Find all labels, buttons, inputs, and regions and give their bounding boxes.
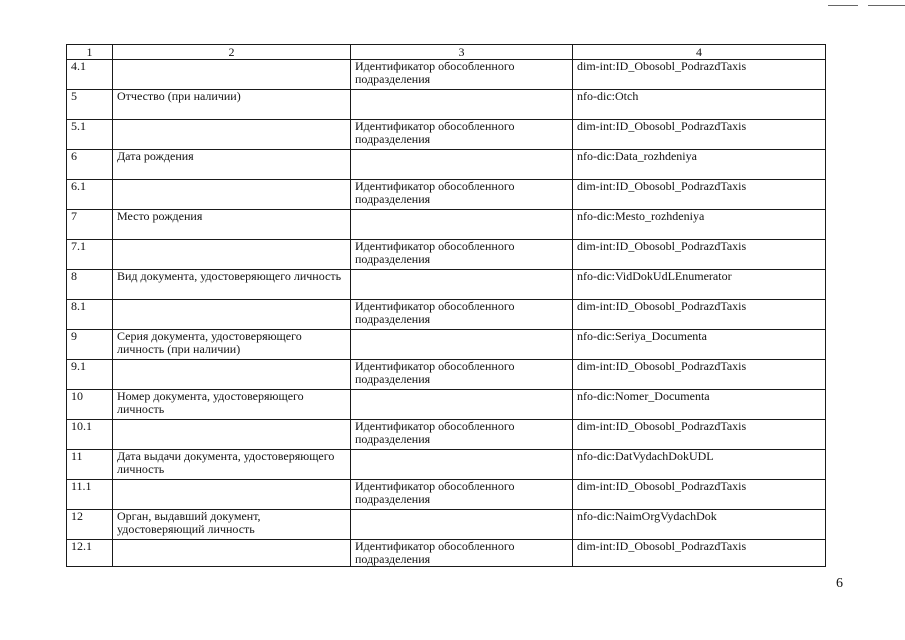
table-row xyxy=(67,390,826,420)
table-row xyxy=(67,90,826,120)
table-row xyxy=(67,150,826,180)
identifier-description: Идентификатор обособленного подразделения xyxy=(351,360,573,390)
identifier-description: Идентификатор обособленного подразделения xyxy=(351,480,573,510)
attribute-name: Вид документа, удостоверяющего личность xyxy=(113,270,351,300)
page-number: 6 xyxy=(836,576,843,591)
taxonomy-code: dim-int:ID_Obosobl_PodrazdTaxis xyxy=(573,300,826,330)
taxonomy-code: dim-int:ID_Obosobl_PodrazdTaxis xyxy=(573,120,826,150)
taxonomy-code: dim-int:ID_Obosobl_PodrazdTaxis xyxy=(573,420,826,450)
identifier-description xyxy=(351,510,573,540)
table-row xyxy=(67,270,826,300)
table-row xyxy=(67,420,826,450)
taxonomy-code: dim-int:ID_Obosobl_PodrazdTaxis xyxy=(573,180,826,210)
table-row xyxy=(67,60,826,90)
taxonomy-code: dim-int:ID_Obosobl_PodrazdTaxis xyxy=(573,480,826,510)
row-number: 12 xyxy=(67,510,113,540)
table-row xyxy=(67,120,826,150)
row-number: 7 xyxy=(67,210,113,240)
attributes-table xyxy=(66,44,826,567)
column-header: 3 xyxy=(351,45,573,60)
row-number: 6.1 xyxy=(67,180,113,210)
table-row xyxy=(67,210,826,240)
taxonomy-code: nfo-dic:Seriya_Documenta xyxy=(573,330,826,360)
identifier-description xyxy=(351,150,573,180)
table-body xyxy=(67,60,826,567)
taxonomy-code: nfo-dic:DatVydachDokUDL xyxy=(573,450,826,480)
taxonomy-code: nfo-dic:Mesto_rozhdeniya xyxy=(573,210,826,240)
row-number: 10 xyxy=(67,390,113,420)
attribute-name: Отчество (при наличии) xyxy=(113,90,351,120)
attribute-name xyxy=(113,420,351,450)
identifier-description: Идентификатор обособленного подразделения xyxy=(351,420,573,450)
row-number: 9.1 xyxy=(67,360,113,390)
attribute-name: Номер документа, удостоверяющего личность xyxy=(113,390,351,420)
row-number: 12.1 xyxy=(67,540,113,567)
row-number: 5.1 xyxy=(67,120,113,150)
attribute-name xyxy=(113,240,351,270)
attribute-name xyxy=(113,60,351,90)
table-row xyxy=(67,540,826,567)
taxonomy-code: nfo-dic:VidDokUdLEnumerator xyxy=(573,270,826,300)
attribute-name: Дата рождения xyxy=(113,150,351,180)
table-row xyxy=(67,480,826,510)
taxonomy-code: dim-int:ID_Obosobl_PodrazdTaxis xyxy=(573,360,826,390)
row-number: 11 xyxy=(67,450,113,480)
attribute-name xyxy=(113,480,351,510)
attribute-name xyxy=(113,180,351,210)
table-header-row xyxy=(67,45,826,60)
identifier-description xyxy=(351,390,573,420)
attribute-name: Орган, выдавший документ, удостоверяющий личность xyxy=(113,510,351,540)
row-number: 4.1 xyxy=(67,60,113,90)
row-number: 9 xyxy=(67,330,113,360)
row-number: 11.1 xyxy=(67,480,113,510)
identifier-description: Идентификатор обособленного подразделения xyxy=(351,240,573,270)
identifier-description xyxy=(351,210,573,240)
identifier-description xyxy=(351,450,573,480)
row-number: 8 xyxy=(67,270,113,300)
column-header: 2 xyxy=(113,45,351,60)
attribute-name xyxy=(113,540,351,567)
taxonomy-code: dim-int:ID_Obosobl_PodrazdTaxis xyxy=(573,60,826,90)
table-row xyxy=(67,180,826,210)
table-row xyxy=(67,240,826,270)
taxonomy-code: nfo-dic:NaimOrgVydachDok xyxy=(573,510,826,540)
scan-artifact-line xyxy=(828,5,858,6)
taxonomy-code: dim-int:ID_Obosobl_PodrazdTaxis xyxy=(573,240,826,270)
table-row xyxy=(67,300,826,330)
identifier-description: Идентификатор обособленного подразделения xyxy=(351,540,573,567)
attribute-name: Дата выдачи документа, удостоверяющего личность xyxy=(113,450,351,480)
table-row xyxy=(67,330,826,360)
attribute-name: Серия документа, удостоверяющего личность (при наличии) xyxy=(113,330,351,360)
row-number: 7.1 xyxy=(67,240,113,270)
taxonomy-code: dim-int:ID_Obosobl_PodrazdTaxis xyxy=(573,540,826,567)
row-number: 5 xyxy=(67,90,113,120)
table-row xyxy=(67,510,826,540)
table-row xyxy=(67,360,826,390)
column-header: 1 xyxy=(67,45,113,60)
identifier-description xyxy=(351,330,573,360)
identifier-description: Идентификатор обособленного подразделения xyxy=(351,180,573,210)
identifier-description: Идентификатор обособленного подразделения xyxy=(351,300,573,330)
taxonomy-code: nfo-dic:Otch xyxy=(573,90,826,120)
identifier-description xyxy=(351,270,573,300)
attribute-name xyxy=(113,120,351,150)
row-number: 8.1 xyxy=(67,300,113,330)
taxonomy-code: nfo-dic:Data_rozhdeniya xyxy=(573,150,826,180)
identifier-description: Идентификатор обособленного подразделения xyxy=(351,60,573,90)
table-row xyxy=(67,450,826,480)
row-number: 10.1 xyxy=(67,420,113,450)
attribute-name xyxy=(113,360,351,390)
taxonomy-code: nfo-dic:Nomer_Documenta xyxy=(573,390,826,420)
attribute-name xyxy=(113,300,351,330)
scan-artifact-line xyxy=(868,5,905,6)
row-number: 6 xyxy=(67,150,113,180)
attribute-name: Место рождения xyxy=(113,210,351,240)
identifier-description xyxy=(351,90,573,120)
identifier-description: Идентификатор обособленного подразделения xyxy=(351,120,573,150)
column-header: 4 xyxy=(573,45,826,60)
